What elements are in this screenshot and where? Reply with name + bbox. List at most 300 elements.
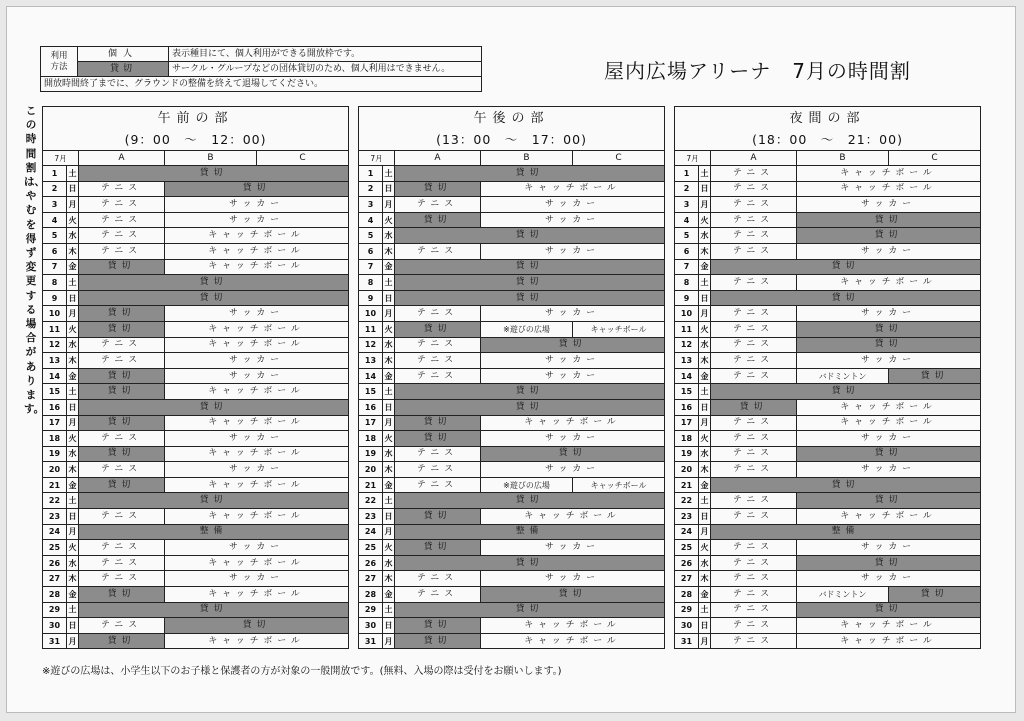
slot-catchball: キャッチボール xyxy=(165,337,349,353)
period-time: (18：00 ～ 21：00) xyxy=(675,129,981,151)
slot-reserved: 貸切 xyxy=(395,384,665,400)
weekday: 火 xyxy=(67,540,79,556)
table-row xyxy=(359,399,665,415)
weekday: 水 xyxy=(383,555,395,571)
slot-catchball: キャッチボール xyxy=(797,633,981,649)
table-row xyxy=(43,540,349,556)
table-row xyxy=(359,524,665,540)
weekday: 火 xyxy=(383,540,395,556)
table-row xyxy=(359,259,665,275)
day-number: 2 xyxy=(43,181,67,197)
day-number: 21 xyxy=(675,477,699,493)
slot-maintenance: 整備 xyxy=(711,524,981,540)
slot-reserved: 貸切 xyxy=(395,181,481,197)
slot-tennis: テニス xyxy=(711,555,797,571)
slot-reserved: 貸切 xyxy=(395,415,481,431)
weekday: 火 xyxy=(67,321,79,337)
slot-tennis: テニス xyxy=(395,337,481,353)
slot-tennis: テニス xyxy=(711,431,797,447)
slot-catchball: キャッチボール xyxy=(165,477,349,493)
day-number: 20 xyxy=(359,462,383,478)
slot-reserved: 貸切 xyxy=(711,290,981,306)
table-row xyxy=(675,166,981,182)
slot-reserved: 貸切 xyxy=(395,602,665,618)
day-number: 8 xyxy=(675,275,699,291)
legend-kind-reserved: 貸切 xyxy=(78,62,169,77)
slot-soccer: サッカー xyxy=(797,571,981,587)
day-number: 22 xyxy=(43,493,67,509)
table-row xyxy=(43,399,349,415)
table-row xyxy=(675,337,981,353)
day-number: 22 xyxy=(675,493,699,509)
day-number: 10 xyxy=(359,306,383,322)
column-header-b: B xyxy=(797,151,889,166)
slot-catchball: キャッチボール xyxy=(797,166,981,182)
slot-catchball: キャッチボール xyxy=(573,321,665,337)
slot-tennis: テニス xyxy=(711,602,797,618)
weekday: 木 xyxy=(67,571,79,587)
slot-maintenance: 整備 xyxy=(79,524,349,540)
slot-reserved: 貸切 xyxy=(711,477,981,493)
weekday: 月 xyxy=(67,415,79,431)
slot-reserved: 貸切 xyxy=(79,166,349,182)
weekday: 土 xyxy=(383,166,395,182)
slot-tennis: テニス xyxy=(711,633,797,649)
slot-maintenance: 整備 xyxy=(395,524,665,540)
table-row xyxy=(43,587,349,603)
day-number: 17 xyxy=(359,415,383,431)
day-number: 26 xyxy=(675,555,699,571)
slot-reserved: 貸切 xyxy=(395,493,665,509)
slot-reserved: 貸切 xyxy=(889,587,981,603)
weekday: 日 xyxy=(699,290,711,306)
slot-reserved: 貸切 xyxy=(79,259,165,275)
weekday: 日 xyxy=(67,399,79,415)
day-number: 12 xyxy=(43,337,67,353)
slot-tennis: テニス xyxy=(711,243,797,259)
table-row xyxy=(359,587,665,603)
slot-reserved: 貸切 xyxy=(395,633,481,649)
slot-reserved: 貸切 xyxy=(797,446,981,462)
slot-reserved: 貸切 xyxy=(797,321,981,337)
day-number: 23 xyxy=(359,509,383,525)
slot-tennis: テニス xyxy=(711,337,797,353)
day-number: 28 xyxy=(43,587,67,603)
column-header-c: C xyxy=(889,151,981,166)
table-row xyxy=(675,368,981,384)
table-row xyxy=(43,571,349,587)
day-number: 3 xyxy=(359,197,383,213)
slot-tennis: テニス xyxy=(711,618,797,634)
weekday: 水 xyxy=(383,446,395,462)
slot-reserved: 貸切 xyxy=(165,181,349,197)
slot-reserved: 貸切 xyxy=(395,290,665,306)
slot-reserved: 貸切 xyxy=(79,602,349,618)
day-number: 25 xyxy=(43,540,67,556)
day-number: 19 xyxy=(43,446,67,462)
slot-catchball: キャッチボール xyxy=(481,633,665,649)
day-number: 30 xyxy=(675,618,699,634)
day-number: 28 xyxy=(675,587,699,603)
weekday: 土 xyxy=(383,602,395,618)
slot-soccer: サッカー xyxy=(797,540,981,556)
period-table xyxy=(674,106,981,649)
table-row xyxy=(359,555,665,571)
slot-soccer: サッカー xyxy=(481,462,665,478)
slot-catchball: キャッチボール xyxy=(165,587,349,603)
slot-reserved: 貸切 xyxy=(79,368,165,384)
table-row xyxy=(675,493,981,509)
day-number: 5 xyxy=(675,228,699,244)
slot-tennis: テニス xyxy=(79,431,165,447)
day-number: 31 xyxy=(43,633,67,649)
table-row xyxy=(675,197,981,213)
day-number: 7 xyxy=(359,259,383,275)
table-row xyxy=(359,384,665,400)
table-row xyxy=(43,633,349,649)
day-number: 27 xyxy=(359,571,383,587)
slot-reserved: 貸切 xyxy=(797,602,981,618)
table-row xyxy=(359,306,665,322)
weekday: 木 xyxy=(67,353,79,369)
day-number: 21 xyxy=(43,477,67,493)
table-row xyxy=(359,197,665,213)
weekday: 日 xyxy=(383,181,395,197)
weekday: 土 xyxy=(67,493,79,509)
slot-reserved: 貸切 xyxy=(711,399,797,415)
weekday: 月 xyxy=(383,197,395,213)
day-number: 9 xyxy=(359,290,383,306)
weekday: 月 xyxy=(383,524,395,540)
table-row xyxy=(675,477,981,493)
weekday: 火 xyxy=(383,212,395,228)
slot-catchball: キャッチボール xyxy=(797,618,981,634)
table-row xyxy=(675,462,981,478)
slot-tennis: テニス xyxy=(395,353,481,369)
table-row xyxy=(675,243,981,259)
weekday: 日 xyxy=(67,618,79,634)
slot-tennis: テニス xyxy=(711,368,797,384)
slot-reserved: 貸切 xyxy=(797,337,981,353)
table-row xyxy=(675,446,981,462)
table-row xyxy=(43,275,349,291)
slot-reserved: 貸切 xyxy=(79,415,165,431)
day-number: 18 xyxy=(675,431,699,447)
slot-tennis: テニス xyxy=(79,228,165,244)
slot-tennis: テニス xyxy=(79,212,165,228)
slot-soccer: サッカー xyxy=(481,197,665,213)
table-row xyxy=(675,524,981,540)
table-row xyxy=(43,212,349,228)
weekday: 火 xyxy=(699,540,711,556)
slot-badminton: バドミントン xyxy=(797,368,889,384)
slot-catchball: キャッチボール xyxy=(165,555,349,571)
day-number: 2 xyxy=(675,181,699,197)
weekday: 金 xyxy=(67,587,79,603)
slot-reserved: 貸切 xyxy=(395,228,665,244)
legend-kind-individual: 個人 xyxy=(78,47,169,62)
table-row xyxy=(43,431,349,447)
day-number: 3 xyxy=(43,197,67,213)
weekday: 日 xyxy=(383,399,395,415)
day-number: 20 xyxy=(675,462,699,478)
weekday: 火 xyxy=(699,321,711,337)
weekday: 日 xyxy=(699,618,711,634)
slot-reserved: 貸切 xyxy=(79,321,165,337)
table-row xyxy=(43,602,349,618)
slot-soccer: サッカー xyxy=(165,540,349,556)
weekday: 金 xyxy=(383,587,395,603)
weekday: 火 xyxy=(383,321,395,337)
slot-reserved: 貸切 xyxy=(79,399,349,415)
weekday: 木 xyxy=(699,462,711,478)
weekday: 金 xyxy=(383,477,395,493)
period-title: 午後の部 xyxy=(359,107,665,130)
day-number: 11 xyxy=(359,321,383,337)
day-number: 1 xyxy=(43,166,67,182)
weekday: 木 xyxy=(383,571,395,587)
slot-catchball: キャッチボール xyxy=(481,509,665,525)
slot-tennis: テニス xyxy=(79,197,165,213)
table-row xyxy=(43,618,349,634)
table-row xyxy=(359,431,665,447)
day-number: 30 xyxy=(43,618,67,634)
slot-reserved: 貸切 xyxy=(165,618,349,634)
day-number: 2 xyxy=(359,181,383,197)
weekday: 水 xyxy=(67,555,79,571)
table-row xyxy=(359,571,665,587)
weekday: 金 xyxy=(67,477,79,493)
slot-catchball: キャッチボール xyxy=(573,477,665,493)
day-number: 20 xyxy=(43,462,67,478)
column-header-b: B xyxy=(481,151,573,166)
slot-tennis: テニス xyxy=(395,197,481,213)
day-number: 17 xyxy=(43,415,67,431)
day-number: 17 xyxy=(675,415,699,431)
slot-catchball: キャッチボール xyxy=(165,243,349,259)
day-number: 24 xyxy=(359,524,383,540)
weekday: 水 xyxy=(67,228,79,244)
table-row xyxy=(359,633,665,649)
slot-badminton: バドミントン xyxy=(797,587,889,603)
period-evening xyxy=(674,106,980,649)
weekday: 金 xyxy=(67,368,79,384)
slot-tennis: テニス xyxy=(395,462,481,478)
legend-note: 開放時間終了までに、グラウンドの整備を終えて退場してください。 xyxy=(41,77,482,92)
weekday: 水 xyxy=(699,228,711,244)
period-title: 午前の部 xyxy=(43,107,349,130)
slot-tennis: テニス xyxy=(79,618,165,634)
table-row xyxy=(359,477,665,493)
slot-tennis: テニス xyxy=(79,555,165,571)
slot-reserved: 貸切 xyxy=(797,228,981,244)
day-number: 30 xyxy=(359,618,383,634)
table-row xyxy=(43,462,349,478)
day-number: 18 xyxy=(359,431,383,447)
slot-reserved: 貸切 xyxy=(481,446,665,462)
slot-catchball: キャッチボール xyxy=(165,446,349,462)
table-row xyxy=(43,243,349,259)
column-header-month: 7月 xyxy=(675,151,711,166)
weekday: 土 xyxy=(67,166,79,182)
day-number: 18 xyxy=(43,431,67,447)
weekday: 火 xyxy=(699,212,711,228)
slot-soccer: サッカー xyxy=(165,571,349,587)
weekday: 月 xyxy=(383,306,395,322)
slot-tennis: テニス xyxy=(395,243,481,259)
period-time: (13：00 ～ 17：00) xyxy=(359,129,665,151)
weekday: 月 xyxy=(67,524,79,540)
slot-soccer: サッカー xyxy=(165,197,349,213)
weekday: 金 xyxy=(699,587,711,603)
day-number: 4 xyxy=(359,212,383,228)
slot-tennis: テニス xyxy=(395,571,481,587)
day-number: 7 xyxy=(675,259,699,275)
slot-reserved: 貸切 xyxy=(79,384,165,400)
weekday: 土 xyxy=(699,384,711,400)
slot-tennis: テニス xyxy=(79,571,165,587)
legend-desc-individual: 表示種目にて、個人利用ができる開放枠です。 xyxy=(169,47,482,62)
weekday: 土 xyxy=(383,493,395,509)
slot-catchball: キャッチボール xyxy=(797,181,981,197)
day-number: 27 xyxy=(675,571,699,587)
day-number: 16 xyxy=(43,399,67,415)
day-number: 9 xyxy=(43,290,67,306)
slot-reserved: 貸切 xyxy=(711,259,981,275)
slot-tennis: テニス xyxy=(79,462,165,478)
period-table xyxy=(358,106,665,649)
slot-tennis: テニス xyxy=(711,587,797,603)
slot-tennis: テニス xyxy=(711,197,797,213)
slot-tennis: テニス xyxy=(711,462,797,478)
slot-tennis: テニス xyxy=(79,243,165,259)
slot-soccer: サッカー xyxy=(481,306,665,322)
table-row xyxy=(675,602,981,618)
day-number: 7 xyxy=(43,259,67,275)
weekday: 金 xyxy=(699,477,711,493)
weekday: 金 xyxy=(383,368,395,384)
table-row xyxy=(359,290,665,306)
period-afternoon xyxy=(358,106,664,649)
page-title: 屋内広場アリーナ 7月の時間割 xyxy=(604,59,911,83)
slot-tennis: テニス xyxy=(711,212,797,228)
slot-soccer: サッカー xyxy=(797,431,981,447)
slot-tennis: テニス xyxy=(711,446,797,462)
table-row xyxy=(675,306,981,322)
table-row xyxy=(43,337,349,353)
day-number: 12 xyxy=(359,337,383,353)
slot-reserved: 貸切 xyxy=(79,477,165,493)
weekday: 土 xyxy=(67,384,79,400)
footer-note: ※遊びの広場は、小学生以下のお子様と保護者の方が対象の一般開放です。(無料、入場の際は受付をお願いします。) xyxy=(42,666,562,677)
table-row xyxy=(43,259,349,275)
slot-reserved: 貸切 xyxy=(395,618,481,634)
weekday: 月 xyxy=(67,633,79,649)
slot-reserved: 貸切 xyxy=(395,431,481,447)
table-row xyxy=(359,602,665,618)
slot-reserved: 貸切 xyxy=(79,587,165,603)
weekday: 水 xyxy=(383,337,395,353)
weekday: 月 xyxy=(699,633,711,649)
weekday: 日 xyxy=(699,509,711,525)
weekday: 水 xyxy=(699,446,711,462)
slot-reserved: 貸切 xyxy=(395,321,481,337)
column-header-c: C xyxy=(257,151,349,166)
day-number: 6 xyxy=(359,243,383,259)
slot-soccer: サッカー xyxy=(797,462,981,478)
column-header-month: 7月 xyxy=(359,151,395,166)
weekday: 土 xyxy=(67,275,79,291)
slot-soccer: サッカー xyxy=(481,353,665,369)
day-number: 14 xyxy=(675,368,699,384)
slot-tennis: テニス xyxy=(395,446,481,462)
column-header-a: A xyxy=(395,151,481,166)
day-number: 16 xyxy=(359,399,383,415)
table-row xyxy=(359,337,665,353)
weekday: 日 xyxy=(383,618,395,634)
slot-catchball: キャッチボール xyxy=(797,275,981,291)
slot-tennis: テニス xyxy=(711,415,797,431)
slot-reserved: 貸切 xyxy=(711,384,981,400)
day-number: 12 xyxy=(675,337,699,353)
weekday: 日 xyxy=(67,181,79,197)
weekday: 火 xyxy=(699,431,711,447)
slot-catchball: キャッチボール xyxy=(165,259,349,275)
day-number: 3 xyxy=(675,197,699,213)
table-row xyxy=(43,555,349,571)
table-row xyxy=(359,415,665,431)
weekday: 日 xyxy=(383,509,395,525)
weekday: 土 xyxy=(383,275,395,291)
weekday: 金 xyxy=(383,259,395,275)
slot-soccer: サッカー xyxy=(797,243,981,259)
slot-reserved: 貸切 xyxy=(395,212,481,228)
slot-tennis: テニス xyxy=(711,493,797,509)
table-row xyxy=(359,540,665,556)
table-row xyxy=(675,290,981,306)
day-number: 4 xyxy=(675,212,699,228)
side-note: この時間割は、やむを得ず変更する場合があります。 xyxy=(24,105,45,416)
day-number: 29 xyxy=(43,602,67,618)
slot-catchball: キャッチボール xyxy=(165,509,349,525)
slot-reserved: 貸切 xyxy=(395,259,665,275)
table-row xyxy=(43,228,349,244)
slot-reserved: 貸切 xyxy=(481,337,665,353)
table-row xyxy=(675,259,981,275)
day-number: 31 xyxy=(359,633,383,649)
slot-tennis: テニス xyxy=(79,353,165,369)
slot-soccer: サッカー xyxy=(481,571,665,587)
slot-reserved: 貸切 xyxy=(79,306,165,322)
slot-catchball: キャッチボール xyxy=(797,415,981,431)
weekday: 火 xyxy=(67,212,79,228)
table-row xyxy=(43,306,349,322)
slot-reserved: 貸切 xyxy=(395,166,665,182)
table-row xyxy=(675,228,981,244)
slot-catchball: キャッチボール xyxy=(165,415,349,431)
weekday: 日 xyxy=(383,290,395,306)
slot-soccer: サッカー xyxy=(797,353,981,369)
day-number: 15 xyxy=(675,384,699,400)
table-row xyxy=(359,353,665,369)
slot-catchball: キャッチボール xyxy=(165,384,349,400)
column-header-month: 7月 xyxy=(43,151,79,166)
slot-catchball: キャッチボール xyxy=(165,228,349,244)
day-number: 13 xyxy=(359,353,383,369)
weekday: 月 xyxy=(699,415,711,431)
weekday: 木 xyxy=(383,462,395,478)
period-table xyxy=(42,106,349,649)
